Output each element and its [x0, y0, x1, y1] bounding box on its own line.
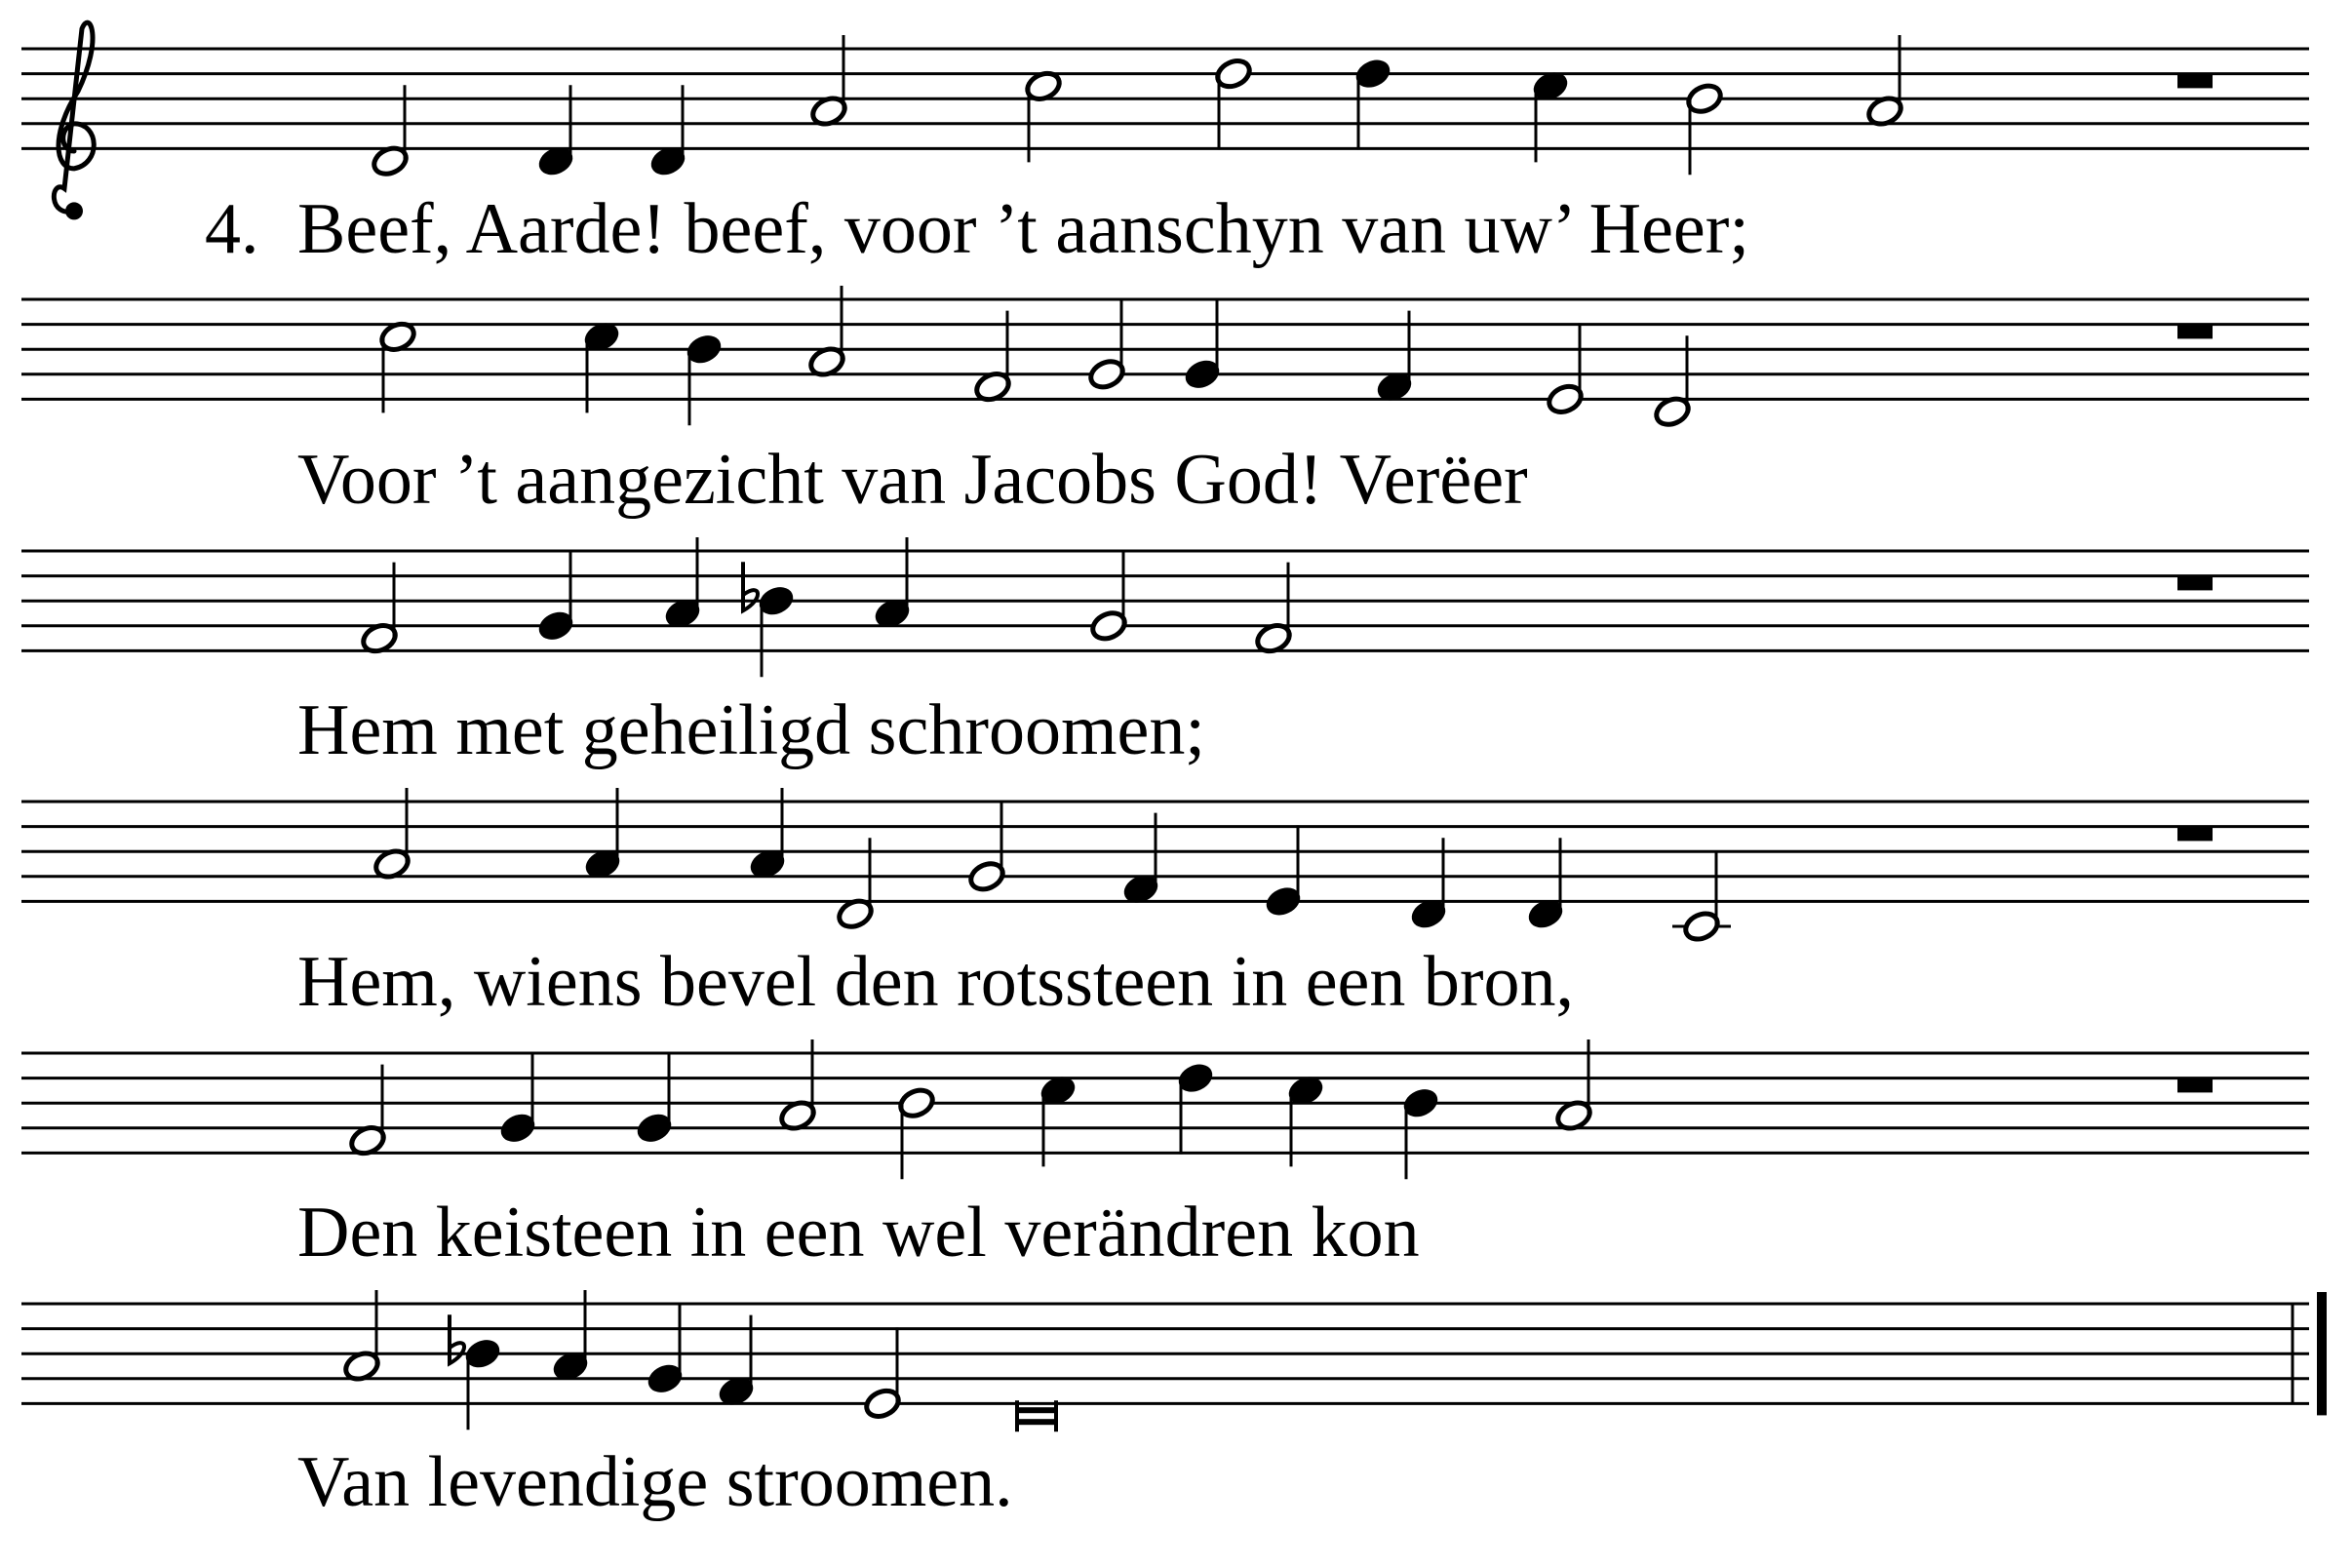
- rest-icon: [2177, 325, 2213, 339]
- barline-thick: [2317, 1292, 2327, 1415]
- rest-icon: [2177, 576, 2213, 591]
- rest-icon: [2177, 74, 2213, 89]
- staff-system-3: [21, 537, 2309, 677]
- lyric-line-5: Den keisteen in een wel verändren kon: [297, 1193, 1420, 1273]
- treble-clef-icon: [54, 22, 94, 212]
- lyric-line-6: Van levendige stroomen.: [297, 1442, 1013, 1522]
- rest-icon: [2177, 1078, 2213, 1093]
- rest-icon: [2177, 827, 2213, 842]
- staff-system-4: [21, 788, 2309, 944]
- staff-system-5: [21, 1039, 2309, 1179]
- treble-clef-dot: [65, 202, 83, 219]
- lyric-line-4: Hem, wiens bevel den rotssteen in een bron,: [297, 942, 1575, 1022]
- lyric-line-3: Hem met geheiligd schroomen;: [297, 690, 1205, 770]
- flat-sign-icon: [743, 562, 758, 610]
- staff-system-2: [21, 286, 2309, 429]
- verse-number: 4.: [205, 189, 259, 269]
- lyric-line-1: Beef, Aarde! beef, voor ’t aanschyn van uw’ Heer;: [297, 189, 1749, 269]
- flat-sign-icon: [450, 1314, 464, 1363]
- lyric-line-2: Voor ’t aangezicht van Jacobs God! Verëer: [297, 440, 1528, 520]
- staff-system-6: [21, 1290, 2327, 1431]
- note-breve: [1017, 1407, 1056, 1413]
- note-breve: [1017, 1419, 1056, 1425]
